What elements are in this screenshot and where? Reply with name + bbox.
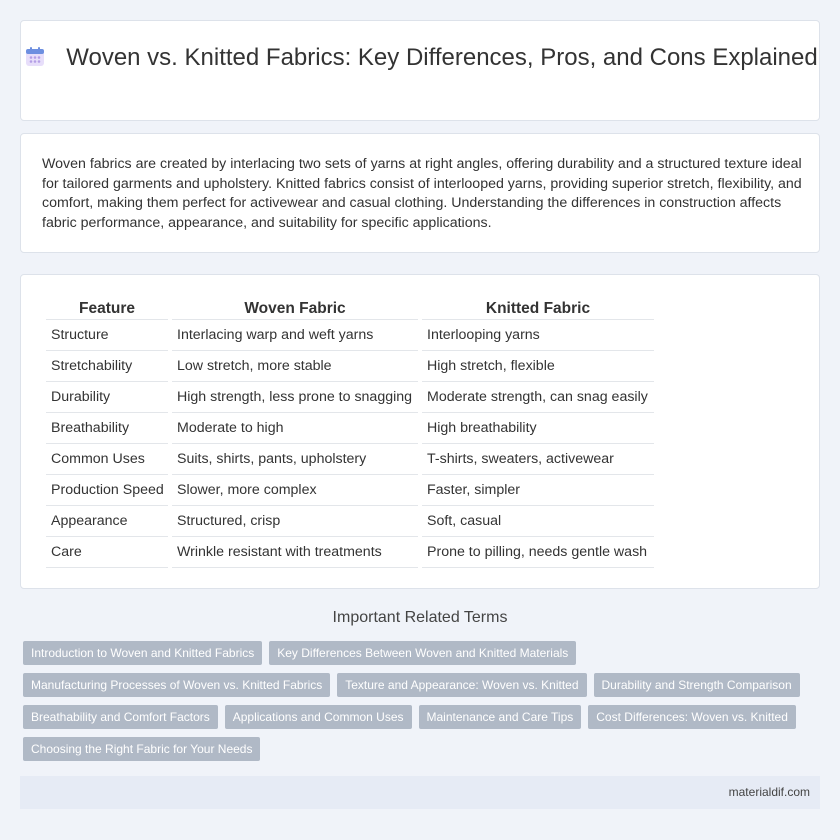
table-row (46, 351, 654, 382)
related-term-tag[interactable]: Texture and Appearance: Woven vs. Knitted (337, 673, 586, 697)
knitted-cell: Soft, casual (422, 506, 654, 537)
feature-cell: Stretchability (46, 351, 168, 382)
header-feature: Feature (46, 294, 168, 320)
feature-cell: Appearance (46, 506, 168, 537)
table-row (46, 506, 654, 537)
woven-cell: Low stretch, more stable (172, 351, 418, 382)
footer-site-link[interactable]: materialdif.com (728, 785, 810, 799)
related-term-tag[interactable]: Introduction to Woven and Knitted Fabrics (23, 641, 262, 665)
table-row (46, 444, 654, 475)
knitted-cell: Interlooping yarns (422, 320, 654, 351)
title-card (20, 20, 820, 121)
related-terms-list (23, 641, 813, 761)
related-term-tag[interactable]: Key Differences Between Woven and Knitted Materials (269, 641, 576, 665)
page-title-text: Woven vs. Knitted Fabrics: Key Differences, Pros, and Cons Explained (66, 44, 818, 71)
table-row (46, 475, 654, 506)
table-row (46, 537, 654, 568)
header-knitted: Knitted Fabric (422, 294, 654, 320)
table-row (46, 320, 654, 351)
feature-cell: Common Uses (46, 444, 168, 475)
related-term-tag[interactable]: Choosing the Right Fabric for Your Needs (23, 737, 260, 761)
feature-cell: Durability (46, 382, 168, 413)
intro-paragraph: Woven fabrics are created by interlacing two sets of yarns at right angles, offering durability and a structured texture ideal for tailored garments and upholstery. Knitted fabrics consist of interlooped yarns, providing superior stretch, flexibility, and comfort, making them perfect for activewear and casual clothing. Understanding the differences in construction affects fabric performance, appearance, and suitability for specific applications. (42, 156, 802, 231)
related-term-tag[interactable]: Cost Differences: Woven vs. Knitted (588, 705, 796, 729)
related-term-tag[interactable]: Maintenance and Care Tips (419, 705, 582, 729)
related-term-tag[interactable]: Breathability and Comfort Factors (23, 705, 218, 729)
related-term-tag[interactable]: Manufacturing Processes of Woven vs. Knitted Fabrics (23, 673, 330, 697)
intro-card (20, 133, 820, 253)
knitted-cell: T-shirts, sweaters, activewear (422, 444, 654, 475)
feature-cell: Production Speed (46, 475, 168, 506)
woven-cell: Interlacing warp and weft yarns (172, 320, 418, 351)
header-woven: Woven Fabric (172, 294, 418, 320)
woven-cell: Structured, crisp (172, 506, 418, 537)
woven-cell: Slower, more complex (172, 475, 418, 506)
page-title (21, 43, 821, 72)
comparison-card (20, 274, 820, 589)
feature-cell: Structure (46, 320, 168, 351)
footer (20, 776, 820, 809)
knitted-cell: High breathability (422, 413, 654, 444)
knitted-cell: Moderate strength, can snag easily (422, 382, 654, 413)
woven-cell: Moderate to high (172, 413, 418, 444)
related-term-tag[interactable]: Applications and Common Uses (225, 705, 412, 729)
woven-cell: Wrinkle resistant with treatments (172, 537, 418, 568)
comparison-table (42, 294, 658, 568)
related-terms-title: Important Related Terms (332, 609, 508, 626)
knitted-cell: Faster, simpler (422, 475, 654, 506)
table-header-row (46, 294, 654, 320)
woven-cell: Suits, shirts, pants, upholstery (172, 444, 418, 475)
table-row (46, 382, 654, 413)
related-term-tag[interactable]: Durability and Strength Comparison (594, 673, 800, 697)
calendar-icon (24, 46, 46, 68)
woven-cell: High strength, less prone to snagging (172, 382, 418, 413)
knitted-cell: Prone to pilling, needs gentle wash (422, 537, 654, 568)
table-row (46, 413, 654, 444)
feature-cell: Breathability (46, 413, 168, 444)
knitted-cell: High stretch, flexible (422, 351, 654, 382)
feature-cell: Care (46, 537, 168, 568)
